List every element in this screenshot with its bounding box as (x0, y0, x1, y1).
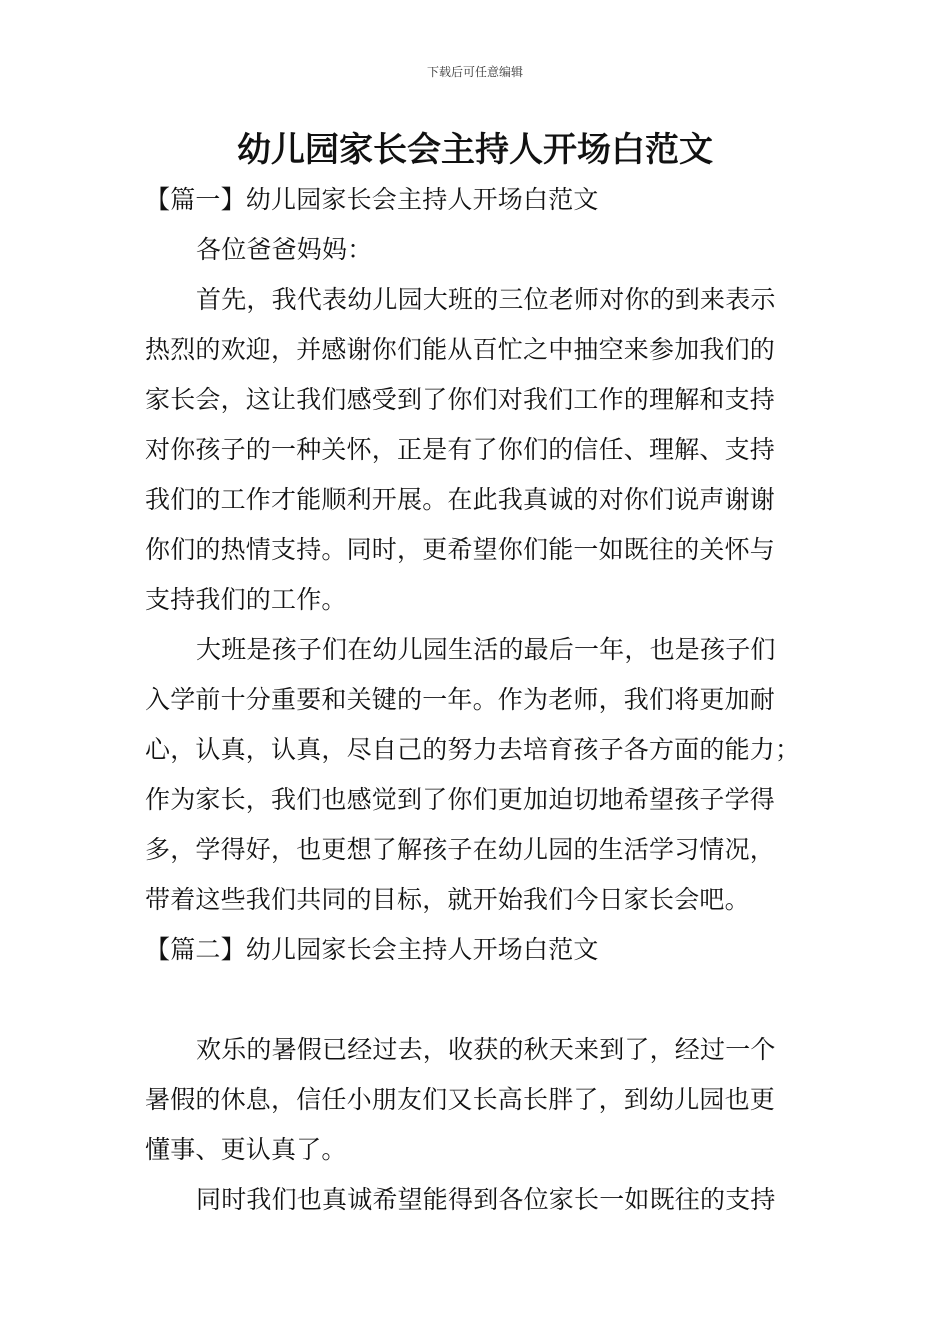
paragraph-line: 多，学得好，也更想了解孩子在幼儿园的生活学习情况， (145, 835, 776, 864)
paragraph-line: 我们的工作才能顺利开展。在此我真诚的对你们说声谢谢 (145, 485, 776, 514)
paragraph-line: 心，认真，认真，尽自己的努力去培育孩子各方面的能力； (145, 735, 801, 764)
greeting: 各位爸爸妈妈： (196, 235, 373, 264)
paragraph-1 (145, 275, 807, 625)
paragraph-line: 首先，我代表幼儿园大班的三位老师对你的到来表示 (196, 285, 776, 314)
blank-line (145, 975, 807, 1025)
paragraph-line: 大班是孩子们在幼儿园生活的最后一年，也是孩子们 (196, 635, 776, 664)
paragraph-line: 懂事、更认真了。 (145, 1135, 347, 1164)
page-header-note: 下载后可任意编辑 (426, 65, 523, 79)
paragraph-line: 对你孩子的一种关怀，正是有了你们的信任、理解、支持 (145, 435, 776, 464)
paragraph-line: 同时我们也真诚希望能得到各位家长一如既往的支持 (196, 1185, 776, 1214)
section-heading-1: 【篇一】幼儿园家长会主持人开场白范文 (145, 185, 599, 214)
section-heading-2: 【篇二】幼儿园家长会主持人开场白范文 (145, 935, 599, 964)
document-body (145, 175, 807, 1225)
paragraph-line: 带着这些我们共同的目标，就开始我们今日家长会吧。 (145, 885, 750, 914)
paragraph-line: 支持我们的工作。 (145, 585, 347, 614)
paragraph-line: 作为家长，我们也感觉到了你们更加迫切地希望孩子学得 (145, 785, 776, 814)
paragraph-line: 家长会，这让我们感受到了你们对我们工作的理解和支持 (145, 385, 776, 414)
document-title: 幼儿园家长会主持人开场白范文 (237, 130, 713, 170)
paragraph-3 (145, 1025, 807, 1175)
paragraph-line: 入学前十分重要和关键的一年。作为老师，我们将更加耐 (145, 685, 776, 714)
paragraph-4 (145, 1175, 807, 1225)
paragraph-line: 热烈的欢迎，并感谢你们能从百忙之中抽空来参加我们的 (145, 335, 776, 364)
paragraph-2 (145, 625, 807, 925)
paragraph-line: 暑假的休息，信任小朋友们又长高长胖了，到幼儿园也更 (145, 1085, 776, 1114)
paragraph-line: 欢乐的暑假已经过去，收获的秋天来到了，经过一个 (196, 1035, 776, 1064)
paragraph-line: 你们的热情支持。同时，更希望你们能一如既往的关怀与 (145, 535, 776, 564)
